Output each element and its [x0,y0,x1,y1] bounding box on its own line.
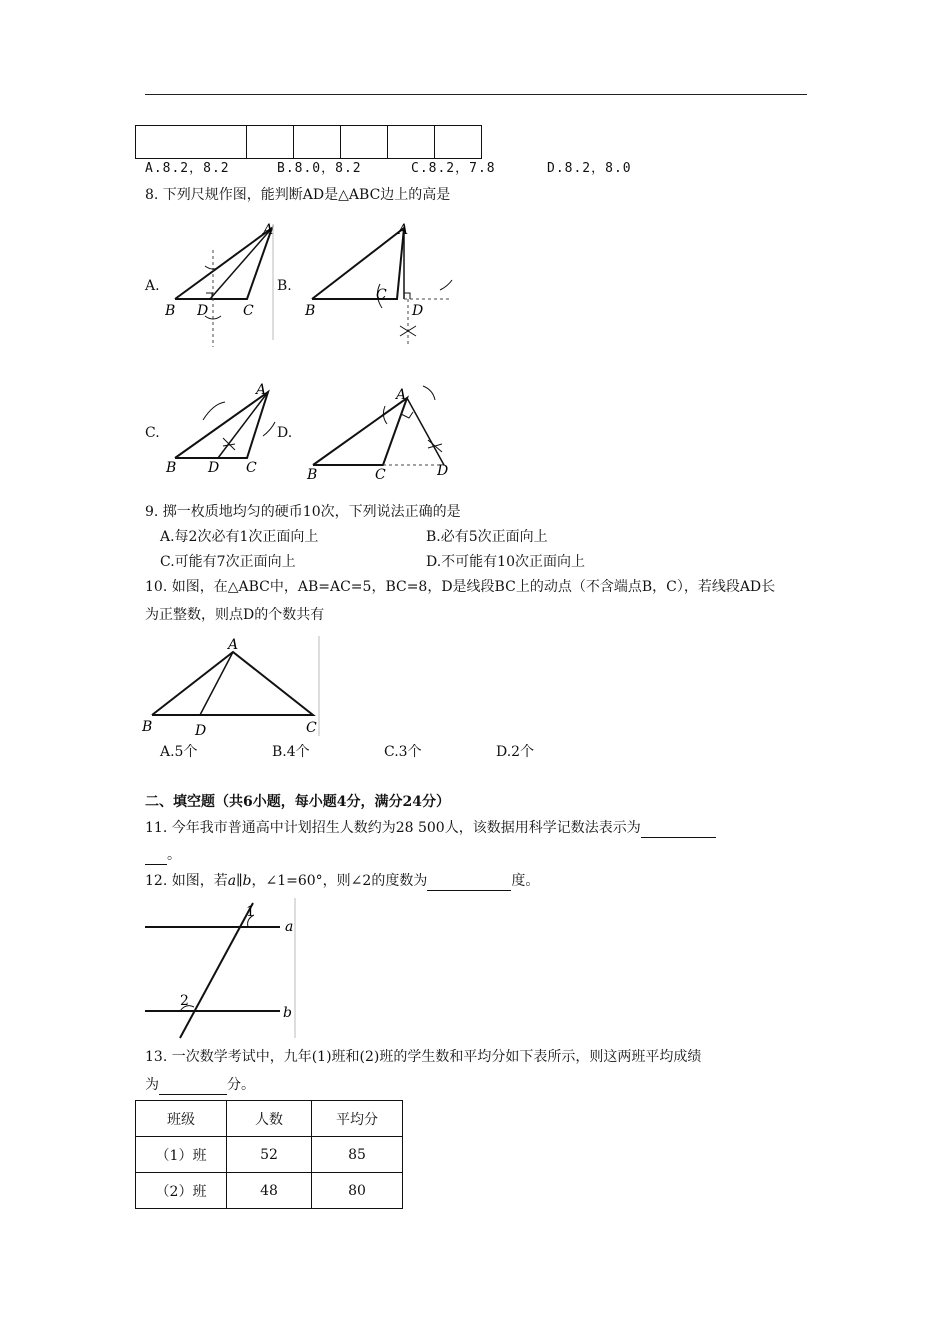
q7-option-a: A.8.2，8.2 [145,161,230,176]
label-c: C [243,303,254,319]
q10-option-d: D.2个 [496,744,535,760]
line-a-label: a [285,919,294,935]
table-header: 人数 [227,1101,312,1137]
table-row [136,1137,403,1173]
q11-answer-blank-cont[interactable] [145,864,167,865]
q9-stem: 9. 掷一枚质地均匀的硬币10次，下列说法正确的是 [145,504,461,520]
q9-option-a: A.每2次必有1次正面向上 [160,529,319,545]
q10-option-b: B.4个 [272,744,310,760]
header-rule [145,94,807,95]
q13-answer-blank[interactable] [159,1094,227,1095]
q12-part2: ，∠1=60°，则∠2的度数为 [251,873,428,889]
table-cell: 80 [312,1173,403,1209]
q7-option-c: C.8.2，7.8 [411,161,496,176]
q8-stem: 8. 下列尺规作图，能判断AD是△ABC边上的高是 [145,187,451,203]
table-header: 班级 [136,1101,227,1137]
q11-line2 [145,845,181,865]
q8-letter-b: B. [277,278,292,294]
q12-line [145,871,539,891]
angle-2-label: 2 [180,993,189,1009]
q13-line2 [145,1075,255,1095]
q13-start: 为 [145,1077,159,1093]
table-cell [294,126,341,159]
label-c: C [246,460,257,476]
q10-stem-line2: 为正整数，则点D的个数共有 [145,607,325,623]
q8-letter-c: C. [145,425,160,441]
label-b: B [165,303,176,319]
table-cell [435,126,482,159]
q7-option-d: D.8.2，8.0 [547,161,632,176]
q12-answer-blank[interactable] [427,890,511,891]
label-d: D [197,303,209,319]
table-cell [136,126,247,159]
table-cell: （2）班 [136,1173,227,1209]
line-b-label: b [283,1005,292,1021]
q13-line1: 13. 一次数学考试中，九年(1)班和(2)班的学生数和平均分如下表所示，则这两班平均成绩 [145,1049,702,1065]
table-row [136,1173,403,1209]
q8-letter-d: D. [277,425,293,441]
table-cell [247,126,294,159]
label-a: A [228,637,239,653]
q8-figure-b [300,222,460,352]
q8-figure-d [303,382,463,482]
label-d: D [208,460,220,476]
q11-answer-blank[interactable] [641,837,716,838]
label-a: A [263,222,274,238]
q12-math: a∥b [227,873,252,889]
label-c: C [376,287,387,303]
q11-line1 [145,818,716,838]
q12-part1: 12. 如图，若 [145,873,228,889]
label-d: D [437,463,449,479]
q9-option-d: D.不可能有10次正面向上 [426,554,585,570]
q13-end: 分。 [227,1077,255,1093]
q10-option-c: C.3个 [384,744,422,760]
label-a: A [396,387,407,403]
q9-option-b: B.必有5次正面向上 [426,529,548,545]
angle-1-label: 1 [246,904,255,920]
table-header: 平均分 [312,1101,403,1137]
label-a: A [398,222,409,238]
q10-option-a: A.5个 [160,744,198,760]
label-a: A [256,382,267,398]
q12-figure [140,898,300,1043]
q8-figure-a [165,222,285,352]
q8-letter-a: A. [145,278,160,294]
table-cell: 85 [312,1137,403,1173]
q10-stem-line1: 10. 如图，在△ABC中，AB=AC=5，BC=8，D是线段BC上的动点（不含端点B，C），若线段AD长 [145,579,776,595]
label-b: B [166,460,177,476]
q8-figure-c [163,382,283,482]
q11-end: 。 [167,847,181,863]
section-title: 二、填空题（共6小题，每小题4分，满分24分） [145,794,450,810]
table-cell: （1）班 [136,1137,227,1173]
table-cell [388,126,435,159]
label-b: B [305,303,316,319]
table-cell: 48 [227,1173,312,1209]
q9-option-c: C.可能有7次正面向上 [160,554,296,570]
label-d: D [412,303,424,319]
label-c: C [375,467,386,482]
table-cell: 52 [227,1137,312,1173]
label-b: B [307,467,318,482]
q7-table-fragment [135,125,482,159]
q11-text: 11. 今年我市普通高中计划招生人数约为28 500人，该数据用科学记数法表示为 [145,820,641,836]
label-b: B [142,719,153,735]
q10-figure [140,636,325,741]
label-d: D [195,723,207,739]
q7-option-b: B.8.0，8.2 [277,161,362,176]
table-header-row [136,1101,403,1137]
table-cell [341,126,388,159]
q12-part3: 度。 [511,873,540,889]
label-c: C [306,720,317,736]
q13-table [135,1100,403,1209]
